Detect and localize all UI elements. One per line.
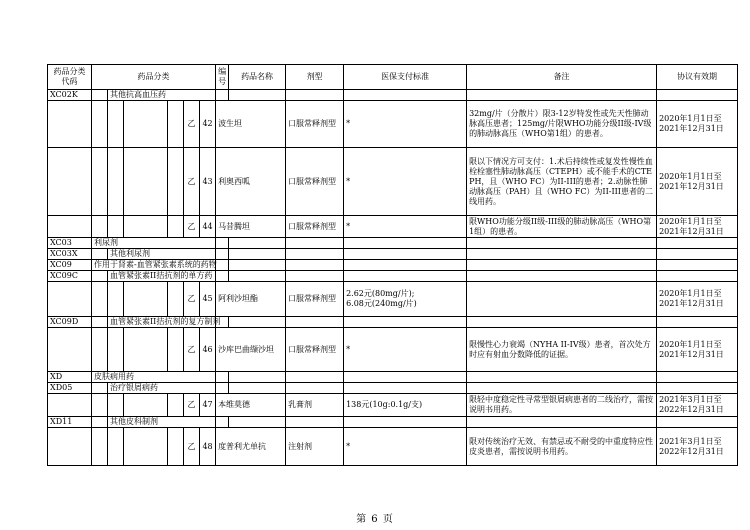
drug-number: 47 bbox=[200, 394, 216, 417]
drug-name: 度普利尤单抗 bbox=[216, 428, 286, 466]
drug-grade: 乙 bbox=[184, 216, 200, 238]
drug-number: 45 bbox=[200, 282, 216, 317]
drug-validity: 2021年3月1日至 2022年12月31日 bbox=[657, 394, 738, 417]
category-code: XC03X bbox=[48, 249, 92, 260]
category-code: XC09C bbox=[48, 271, 92, 282]
drug-dosage-form: 口服常释剂型 bbox=[286, 328, 344, 372]
header-remarks: 备注 bbox=[467, 65, 657, 90]
drug-validity: 2020年1月1日至 2021年12月31日 bbox=[657, 216, 738, 238]
drug-row bbox=[48, 428, 738, 466]
category-row bbox=[48, 249, 738, 260]
drug-row bbox=[48, 394, 738, 417]
header-standard: 医保支付标准 bbox=[344, 65, 467, 90]
category-label: 血管紧张素II拮抗剂的单方药 bbox=[108, 271, 216, 282]
category-label: 皮肤病用药 bbox=[92, 372, 216, 383]
drug-grade: 乙 bbox=[184, 282, 200, 317]
category-code: XD05 bbox=[48, 383, 92, 394]
category-row bbox=[48, 238, 738, 249]
drug-row bbox=[48, 282, 738, 317]
drug-remarks bbox=[467, 282, 657, 317]
drug-standard: * bbox=[344, 216, 467, 238]
drug-row bbox=[48, 148, 738, 216]
category-row bbox=[48, 417, 738, 428]
header-dosage-form: 剂型 bbox=[286, 65, 344, 90]
drug-validity: 2020年1月1日至 2021年12月31日 bbox=[657, 101, 738, 148]
header-row bbox=[48, 65, 738, 90]
drug-number: 43 bbox=[200, 148, 216, 216]
category-row bbox=[48, 372, 738, 383]
drug-remarks: 限慢性心力衰竭（NYHA II-IV级）患者，首次处方时应有射血分数降低的证据。 bbox=[467, 328, 657, 372]
header-number: 编号 bbox=[216, 65, 229, 90]
category-label: 其他利尿剂 bbox=[108, 249, 216, 260]
drug-name: 阿利沙坦酯 bbox=[216, 282, 286, 317]
drug-grade: 乙 bbox=[184, 428, 200, 466]
drug-dosage-form: 口服常释剂型 bbox=[286, 216, 344, 238]
drug-name: 波生坦 bbox=[216, 101, 286, 148]
header-category: 药品分类 bbox=[92, 65, 216, 90]
drug-validity: 2020年1月1日至 2021年12月31日 bbox=[657, 282, 738, 317]
drug-table bbox=[47, 64, 738, 466]
page-number: 第 6 页 bbox=[356, 514, 394, 525]
drug-dosage-form: 乳膏剂 bbox=[286, 394, 344, 417]
drug-name: 本维莫德 bbox=[216, 394, 286, 417]
drug-grade: 乙 bbox=[184, 328, 200, 372]
category-label: 血管紧张素II拮抗剂的复方制剂 bbox=[108, 317, 216, 328]
category-label: 其他抗高血压药 bbox=[108, 90, 216, 101]
category-row bbox=[48, 260, 738, 271]
category-label: 治疗银屑病药 bbox=[108, 383, 216, 394]
drug-grade: 乙 bbox=[184, 101, 200, 148]
drug-name: 利奥西呱 bbox=[216, 148, 286, 216]
category-row bbox=[48, 383, 738, 394]
category-row bbox=[48, 317, 738, 328]
category-code: XD bbox=[48, 372, 92, 383]
drug-grade: 乙 bbox=[184, 148, 200, 216]
category-code: XD11 bbox=[48, 417, 92, 428]
category-row bbox=[48, 90, 738, 101]
header-validity: 协议有效期 bbox=[657, 65, 738, 90]
drug-validity: 2020年1月1日至 2021年12月31日 bbox=[657, 328, 738, 372]
category-label: 其他皮科制剂 bbox=[108, 417, 216, 428]
drug-number: 44 bbox=[200, 216, 216, 238]
drug-row bbox=[48, 101, 738, 148]
drug-row bbox=[48, 216, 738, 238]
drug-number: 48 bbox=[200, 428, 216, 466]
drug-dosage-form: 口服常释剂型 bbox=[286, 282, 344, 317]
drug-standard: 138元(10g:0.1g/支) bbox=[344, 394, 467, 417]
drug-validity: 2021年3月1日至 2022年12月31日 bbox=[657, 428, 738, 466]
drug-standard: * bbox=[344, 148, 467, 216]
drug-name: 马昔腾坦 bbox=[216, 216, 286, 238]
category-code: XC09 bbox=[48, 260, 92, 271]
category-row bbox=[48, 271, 738, 282]
drug-dosage-form: 口服常释剂型 bbox=[286, 148, 344, 216]
drug-grade: 乙 bbox=[184, 394, 200, 417]
drug-remarks: 限轻中度稳定性寻常型银屑病患者的二线治疗，需按说明书用药。 bbox=[467, 394, 657, 417]
category-code: XC02K bbox=[48, 90, 92, 101]
drug-row bbox=[48, 328, 738, 372]
category-code: XC03 bbox=[48, 238, 92, 249]
category-code: XC09D bbox=[48, 317, 92, 328]
drug-standard: 2.62元(80mg/片); 6.08元(240mg/片) bbox=[344, 282, 467, 317]
drug-validity: 2020年1月1日至 2021年12月31日 bbox=[657, 148, 738, 216]
drug-number: 42 bbox=[200, 101, 216, 148]
header-name: 药品名称 bbox=[229, 65, 286, 90]
category-label: 利尿剂 bbox=[92, 238, 216, 249]
drug-remarks: 限WHO功能分级II级-III级的肺动脉高压（WHO第1组）的患者。 bbox=[467, 216, 657, 238]
header-code: 药品分类代码 bbox=[48, 65, 92, 90]
drug-name: 沙库巴曲缬沙坦 bbox=[216, 328, 286, 372]
drug-number: 46 bbox=[200, 328, 216, 372]
category-label: 作用于肾素-血管紧张素系统的药物 bbox=[92, 260, 216, 271]
drug-remarks: 限以下情况方可支付：1.术后持续性或复发性慢性血栓栓塞性肺动脉高压（CTEPH）或不能手术的CTEPH，且（WHO FC）为II-III的患者；2.动脉性肺动脉高压（PAH）且（WHO FC）为II-III患者的二线用药。 bbox=[467, 148, 657, 216]
drug-standard: * bbox=[344, 428, 467, 466]
drug-standard: * bbox=[344, 101, 467, 148]
drug-dosage-form: 口服常释剂型 bbox=[286, 101, 344, 148]
drug-remarks: 32mg/片（分散片）限3-12岁特发性或先天性肺动脉高压患者；125mg/片限WHO功能分级II级-IV级的肺动脉高压（WHO第1组）的患者。 bbox=[467, 101, 657, 148]
drug-dosage-form: 注射剂 bbox=[286, 428, 344, 466]
drug-standard: * bbox=[344, 328, 467, 372]
drug-remarks: 限对传统治疗无效、有禁忌或不耐受的中重度特应性皮炎患者，需按说明书用药。 bbox=[467, 428, 657, 466]
